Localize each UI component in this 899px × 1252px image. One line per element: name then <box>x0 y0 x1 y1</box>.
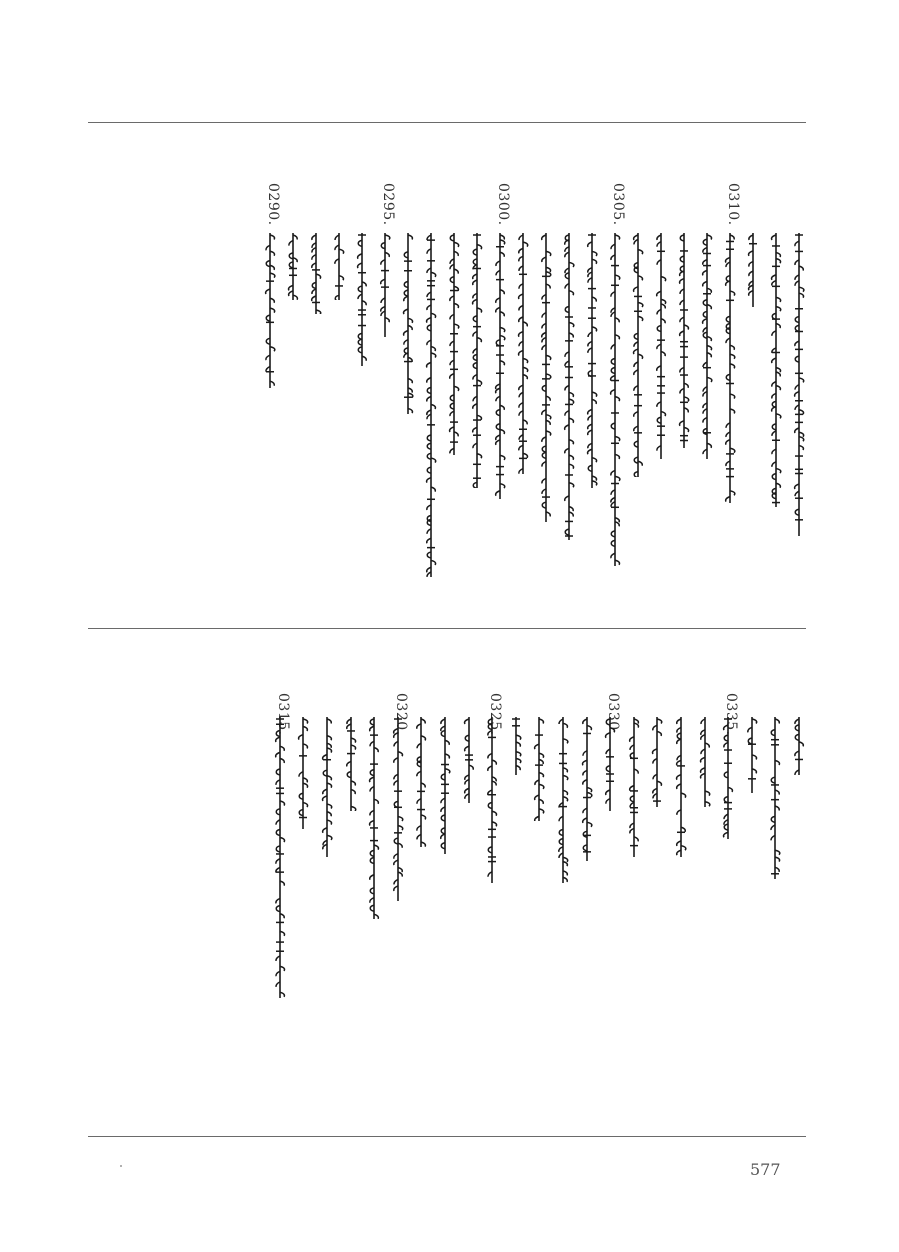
mongolian-script-line <box>579 717 595 861</box>
mongolian-script-line <box>745 233 761 307</box>
text-line <box>528 629 550 1136</box>
text-line <box>535 123 557 628</box>
mongolian-script-line <box>484 717 500 883</box>
text-line <box>443 123 465 628</box>
text-line <box>410 629 432 1136</box>
text-line <box>420 123 442 628</box>
verse-number: 0315. <box>274 693 291 736</box>
mongolian-script-line <box>531 717 547 821</box>
text-line <box>505 629 527 1136</box>
mongolian-script-line <box>413 717 429 847</box>
mongolian-script-line <box>630 233 646 477</box>
text-line <box>328 123 350 628</box>
mongolian-script-line <box>720 717 736 839</box>
verse-number: 0295. <box>380 183 396 226</box>
mongolian-script-line <box>515 233 531 474</box>
mongolian-script-line <box>722 233 738 503</box>
mongolian-script-line <box>319 717 335 857</box>
verse-number: 0320. <box>392 693 409 736</box>
text-line <box>374 123 396 628</box>
verse-number: 0325. <box>487 693 504 736</box>
text-line <box>599 629 621 1136</box>
verse-number: 0290. <box>265 183 281 226</box>
mongolian-script-line <box>492 233 508 499</box>
mongolian-script-line <box>744 717 760 793</box>
text-line <box>466 123 488 628</box>
mongolian-script-line <box>366 717 382 919</box>
mongolian-script-line <box>699 233 715 459</box>
text-line <box>481 629 503 1136</box>
verse-number: 0330. <box>605 693 622 736</box>
mongolian-script-line <box>673 717 689 857</box>
text-line <box>558 123 580 628</box>
text-line <box>742 123 764 628</box>
text-line <box>765 123 787 628</box>
mongolian-script-line <box>791 233 807 536</box>
text-line <box>788 123 810 628</box>
mongolian-script-line <box>262 233 278 388</box>
lower-text-panel <box>88 629 806 1136</box>
mongolian-script-line <box>331 233 347 300</box>
mongolian-script-line <box>555 717 571 883</box>
text-line <box>576 629 598 1136</box>
text-line <box>788 629 810 1136</box>
text-line <box>292 629 314 1136</box>
verse-number: 0335. <box>723 693 740 736</box>
text-line <box>673 123 695 628</box>
mongolian-script-line <box>561 233 577 540</box>
mongolian-script-line <box>676 233 692 448</box>
mongolian-script-line <box>423 233 439 577</box>
mongolian-script-line <box>272 717 288 998</box>
mongolian-script-line <box>308 233 324 314</box>
text-line <box>627 123 649 628</box>
text-line <box>696 123 718 628</box>
mongolian-script-line <box>791 717 807 775</box>
text-line <box>512 123 534 628</box>
text-line <box>305 123 327 628</box>
mongolian-script-line <box>390 717 406 901</box>
mongolian-script-line <box>768 233 784 507</box>
mongolian-script-line <box>343 717 359 811</box>
upper-text-panel <box>88 123 806 628</box>
mongolian-script-line <box>697 717 713 807</box>
text-line <box>552 629 574 1136</box>
text-line <box>719 123 741 628</box>
text-line <box>363 629 385 1136</box>
text-line <box>623 629 645 1136</box>
text-line <box>489 123 511 628</box>
mongolian-script-line <box>461 717 477 803</box>
bottom-rule <box>88 1136 806 1137</box>
mongolian-script-line <box>400 233 416 414</box>
mongolian-script-line <box>584 233 600 488</box>
mongolian-script-line <box>437 717 453 854</box>
mongolian-script-line <box>607 233 623 566</box>
text-line <box>397 123 419 628</box>
text-line <box>282 123 304 628</box>
mongolian-script-line <box>653 233 669 459</box>
page-number: 577 <box>750 1160 781 1179</box>
mongolian-script-line <box>649 717 665 807</box>
print-speck <box>120 1165 122 1167</box>
mongolian-script-line <box>469 233 485 488</box>
text-line <box>259 123 281 628</box>
verse-number: 0305. <box>610 183 626 226</box>
text-line <box>646 629 668 1136</box>
text-line <box>694 629 716 1136</box>
mongolian-script-line <box>354 233 370 366</box>
text-line <box>717 629 739 1136</box>
mongolian-script-line <box>767 717 783 879</box>
text-line <box>581 123 603 628</box>
mongolian-script-line <box>626 717 642 857</box>
text-line <box>340 629 362 1136</box>
text-line <box>269 629 291 1136</box>
mongolian-script-line <box>508 717 524 775</box>
text-line <box>604 123 626 628</box>
text-line <box>741 629 763 1136</box>
mongolian-script-line <box>295 717 311 829</box>
text-line <box>458 629 480 1136</box>
text-line <box>351 123 373 628</box>
mongolian-script-line <box>602 717 618 811</box>
text-line <box>650 123 672 628</box>
verse-number: 0300. <box>495 183 511 226</box>
mongolian-script-line <box>538 233 554 522</box>
verse-number: 0310. <box>725 183 741 226</box>
mongolian-script-line <box>377 233 393 337</box>
text-line <box>316 629 338 1136</box>
mongolian-script-line <box>285 233 301 300</box>
text-line <box>434 629 456 1136</box>
text-line <box>387 629 409 1136</box>
text-line <box>764 629 786 1136</box>
mongolian-script-line <box>446 233 462 455</box>
text-line <box>670 629 692 1136</box>
